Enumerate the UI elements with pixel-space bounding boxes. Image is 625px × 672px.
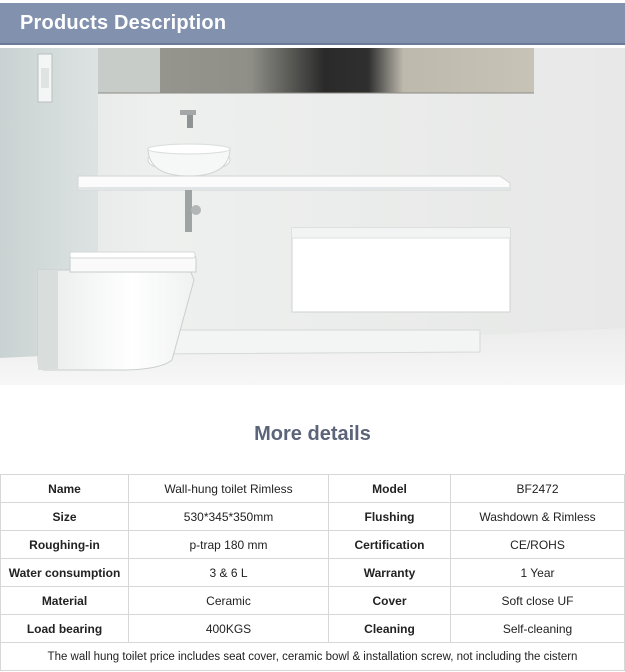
spec-label: Cleaning: [329, 615, 451, 643]
spec-label: Model: [329, 475, 451, 503]
spec-value: 530*345*350mm: [129, 503, 329, 531]
spec-label: Material: [1, 587, 129, 615]
spec-value: Soft close UF: [451, 587, 625, 615]
spec-value: CE/ROHS: [451, 531, 625, 559]
table-row: [1, 559, 625, 587]
spec-label: Flushing: [329, 503, 451, 531]
table-row: [1, 587, 625, 615]
spec-value: BF2472: [451, 475, 625, 503]
section-header: [0, 3, 625, 45]
spec-label: Name: [1, 475, 129, 503]
spec-value: 3 & 6 L: [129, 559, 329, 587]
spec-label: Cover: [329, 587, 451, 615]
more-details-heading: More details: [254, 423, 371, 445]
table-row: [1, 475, 625, 503]
section-title: Products Description: [20, 12, 227, 34]
pricing-note: The wall hung toilet price includes seat cover, ceramic bowl & installation screw, not including the cistern: [1, 643, 625, 671]
spec-value: Self-cleaning: [451, 615, 625, 643]
table-row: [1, 503, 625, 531]
spec-label: Warranty: [329, 559, 451, 587]
product-hero-image: [0, 48, 625, 385]
spec-label: Certification: [329, 531, 451, 559]
spec-value: 1 Year: [451, 559, 625, 587]
spec-value: p-trap 180 mm: [129, 531, 329, 559]
table-row: [1, 531, 625, 559]
specs-table: [0, 474, 625, 671]
spec-value: Wall-hung toilet Rimless: [129, 475, 329, 503]
spec-value: 400KGS: [129, 615, 329, 643]
table-row: [1, 615, 625, 643]
spec-value: Ceramic: [129, 587, 329, 615]
spec-label: Water consumption: [1, 559, 129, 587]
table-row: [1, 643, 625, 671]
spec-label: Roughing-in: [1, 531, 129, 559]
spec-label: Size: [1, 503, 129, 531]
spec-label: Load bearing: [1, 615, 129, 643]
spec-value: Washdown & Rimless: [451, 503, 625, 531]
